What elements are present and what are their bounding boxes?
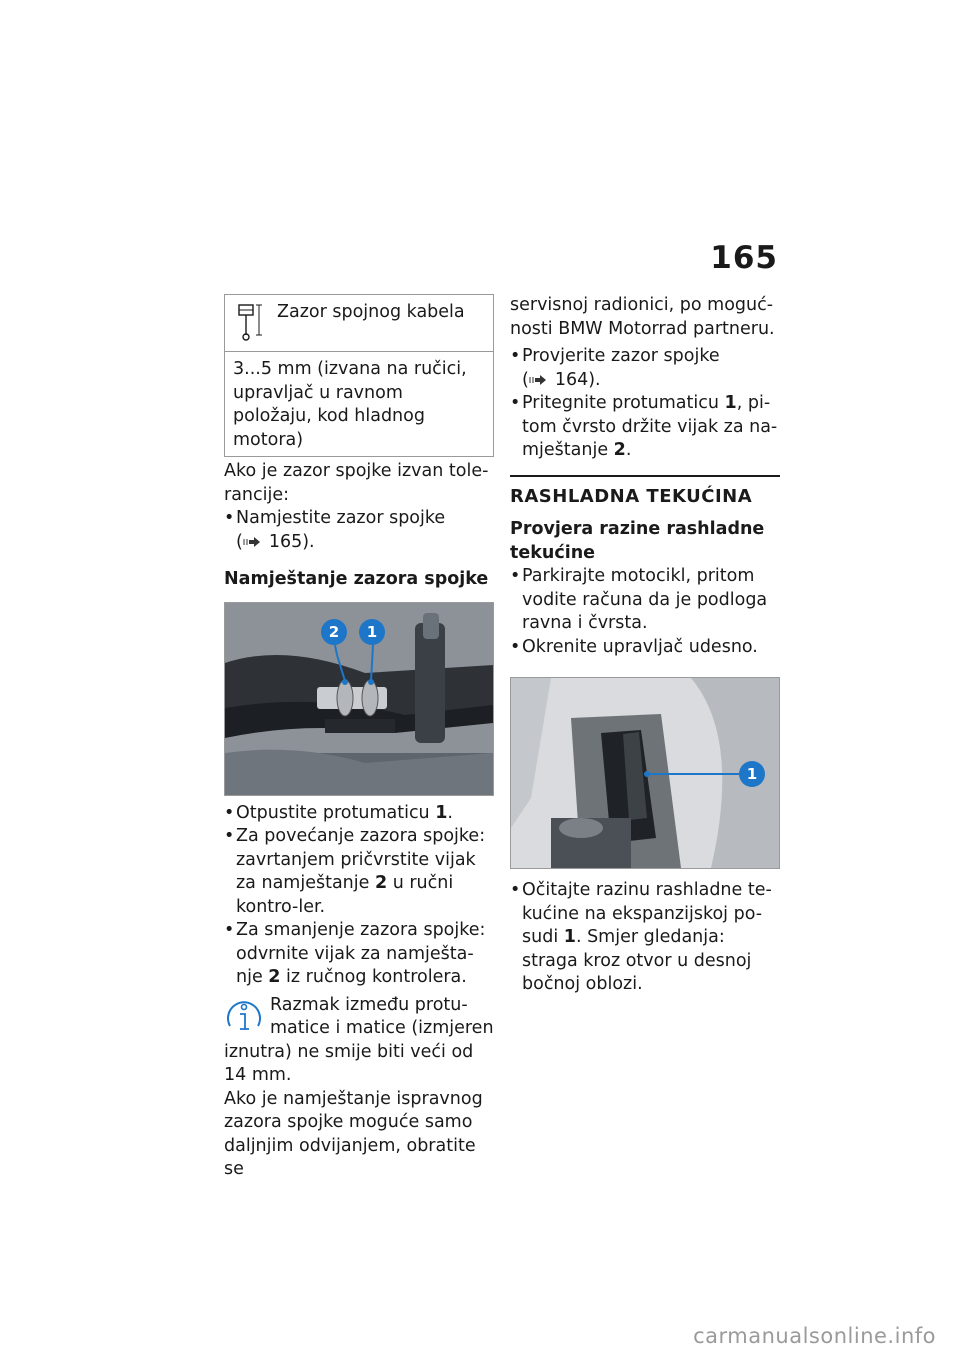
left-column [224,294,494,1182]
right-column [510,294,780,997]
spec-title: Zazor spojnog kabela [277,302,465,322]
list-item-text: . Smjer gledanja: straga kroz otvor u desnoj bočnoj oblozi. [522,927,752,994]
cross-reference[interactable]: ( 165). [236,531,315,555]
list-item-text: . [625,440,632,460]
info-icon [224,996,264,1036]
list-item [510,345,780,392]
list-item: • Okrenite upravljač udesno. [510,636,780,660]
list-item-text: Provjerite zazor spojke [522,346,720,366]
part-number: 2 [613,440,626,460]
list-item [224,919,494,990]
callout-1: 1 [739,761,765,787]
part-number: 2 [268,967,281,987]
list-item-text: . [447,802,453,823]
intro-text: Ako je zazor spojke izvan tole-rancije: [224,461,489,505]
section-title: RASHLADNA TEKUĆINA [510,485,753,507]
list-item-text: iz ručnog kontrolera. [280,967,467,987]
section-divider [510,475,780,477]
closing-text: Ako je namještanje ispravnog zazora spojke moguće samo daljnjim odvijanjem, obratite se [224,1088,483,1179]
list-item-text: Očitajte razinu rashladne te-kućine na ekspanzijskoj po-sudi [522,880,772,947]
list-item [224,802,494,826]
arrow-right-icon [529,374,547,386]
spec-value: 3...5 mm (izvana na ručici, upravljač u ravnom položaju, kod hladnog motora) [233,359,467,450]
arrow-right-icon [243,536,261,548]
part-number: 1 [435,802,448,823]
coolant-reservoir-figure [510,677,780,869]
list-item-text: Otpustite protumaticu [236,802,436,823]
page-number: 165 [710,240,778,276]
info-note [224,994,494,1088]
list-item-text: Za povećanje zazora spojke: zavrtanjem pričvrstite vijak za namještanje [236,826,486,893]
bullet-list-4 [510,565,780,659]
list-item: • Parkirajte motocikl, pritom vodite računa da je podloga ravna i čvrsta. [510,565,780,636]
subsection-heading: Provjera razine rashladne tekućine [510,519,765,563]
list-item [224,825,494,919]
bullet-list-1 [224,507,494,554]
note-text: iznutra) ne smije biti veći od 14 mm. [224,1041,474,1085]
watermark: carmanualsonline.info [693,1324,936,1348]
clutch-adjustment-figure [224,602,494,796]
spec-table [224,294,494,457]
part-number: 1 [724,393,737,413]
list-item [510,879,780,997]
section-heading: Namještanje zazora spojke [224,569,489,589]
part-number: 2 [374,873,388,893]
bullet-list-2 [224,802,494,990]
bullet-list-3 [510,345,780,463]
note-lead: Razmak između protu-matice i matice (izmjeren [270,994,494,1038]
list-item [510,392,780,463]
list-item-text: , pi-tom čvrsto držite vijak za na-mještanje [522,393,778,460]
continued-text: servisnoj radionici, po moguć-nosti BMW Motorrad partneru. [510,295,775,339]
list-item [224,507,494,554]
cross-reference[interactable]: ( 164). [522,369,601,393]
list-item-text: Namjestite zazor spojke [236,508,446,528]
callout-2: 2 [321,619,347,645]
part-number: 1 [563,927,576,947]
bullet-list-5 [510,879,780,997]
list-item-text: u ručni kontro-ler. [236,873,454,917]
clutch-cable-play-icon [235,299,265,343]
callout-1: 1 [359,619,385,645]
spec-header [225,295,493,352]
list-item-text: Pritegnite protumaticu [522,393,725,413]
xref-page: 164). [554,369,601,390]
xref-page: 165). [268,531,315,552]
list-item-text: Za smanjenje zazora spojke: odvrnite vijak za namješta-nje [236,920,486,987]
